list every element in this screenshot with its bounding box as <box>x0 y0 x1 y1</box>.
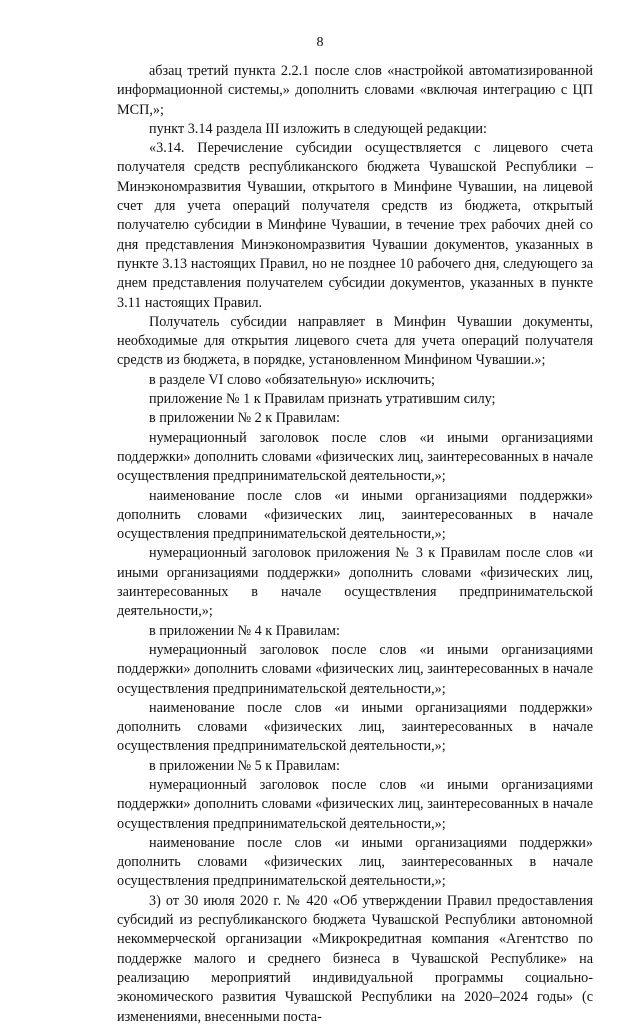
paragraph: Получатель субсидии направляет в Минфин Чувашии документы, необходимые для открытия лицевого счета для учета операций получателя средств из бюджета, в порядке, установленном Минфином Чувашии.»; <box>117 313 593 369</box>
paragraph: в приложении № 2 к Правилам: <box>149 410 340 427</box>
paragraph: нумерационный заголовок приложения № 3 к Правилам после слов «и иными организациями поддержки» дополнить словами «физических лиц, заинтересованных в начале осуществления предпринимательской деятельности,»; <box>117 545 593 620</box>
paragraph: наименование после слов «и иными организациями поддержки» дополнить словами «физических лиц, заинтересованных в начале осуществления предпринимательской деятельности,»; <box>117 699 593 755</box>
paragraph: наименование после слов «и иными организациями поддержки» дополнить словами «физических лиц, заинтересованных в начале осуществления предпринимательской деятельности,»; <box>117 834 593 890</box>
paragraph: пункт 3.14 раздела III изложить в следующей редакции: <box>149 120 487 137</box>
paragraph: приложение № 1 к Правилам признать утратившим силу; <box>149 391 496 408</box>
paragraph: в приложении № 4 к Правилам: <box>149 622 340 639</box>
page-number: 8 <box>316 35 324 50</box>
document-body <box>117 62 593 1027</box>
paragraph: нумерационный заголовок после слов «и иными организациями поддержки» дополнить словами «физических лиц, заинтересованных в начале осуществления предпринимательской деятельности,»; <box>117 776 593 832</box>
paragraph: нумерационный заголовок после слов «и иными организациями поддержки» дополнить словами «физических лиц, заинтересованных в начале осуществления предпринимательской деятельности,»; <box>117 641 593 697</box>
paragraph: абзац третий пункта 2.2.1 после слов «настройкой автоматизированной информационной системы,» дополнить словами «включая интеграцию с ЦП МСП,»; <box>117 63 593 118</box>
paragraph: в разделе VI слово «обязательную» исключить; <box>149 371 435 388</box>
paragraph: нумерационный заголовок после слов «и иными организациями поддержки» дополнить словами «физических лиц, заинтересованных в начале осуществления предпринимательской деятельности,»; <box>117 429 593 485</box>
paragraph: наименование после слов «и иными организациями поддержки» дополнить словами «физических лиц, заинтересованных в начале осуществления предпринимательской деятельности,»; <box>117 487 593 543</box>
paragraph: в приложении № 5 к Правилам: <box>149 757 340 774</box>
paragraph: 3) от 30 июля 2020 г. № 420 «Об утверждении Правил предоставления субсидий из республиканского бюджета Чувашской Республики автономной некоммерческой организации «Микрокредитная компания «Агентство по поддержке малого и среднего бизнеса в Чувашской Республике» на реализацию мероприятий индивидуальной программы социально-экономического развития Чувашской Республики на 2020–2024 годы» (с изменениями, внесенными поста- <box>117 892 593 1025</box>
paragraph: «3.14. Перечисление субсидии осуществляется с лицевого счета получателя средств республиканского бюджета Чувашской Республики – Минэкономразвития Чувашии, открытого в Минфине Чувашии, на лицевой счет для учета операций получателя средств из бюджета, открытый получателю субсидии в Минфине Чувашии, в течение трех рабочих дней со дня представления Минэкономразвития Чувашии документов, указанных в пункте 3.13 настоящих Правил, но не позднее 10 рабочего дня, следующего за днем представления получателем субсидии документов, указанных в пункте 3.11 настоящих Правил. <box>117 140 593 311</box>
